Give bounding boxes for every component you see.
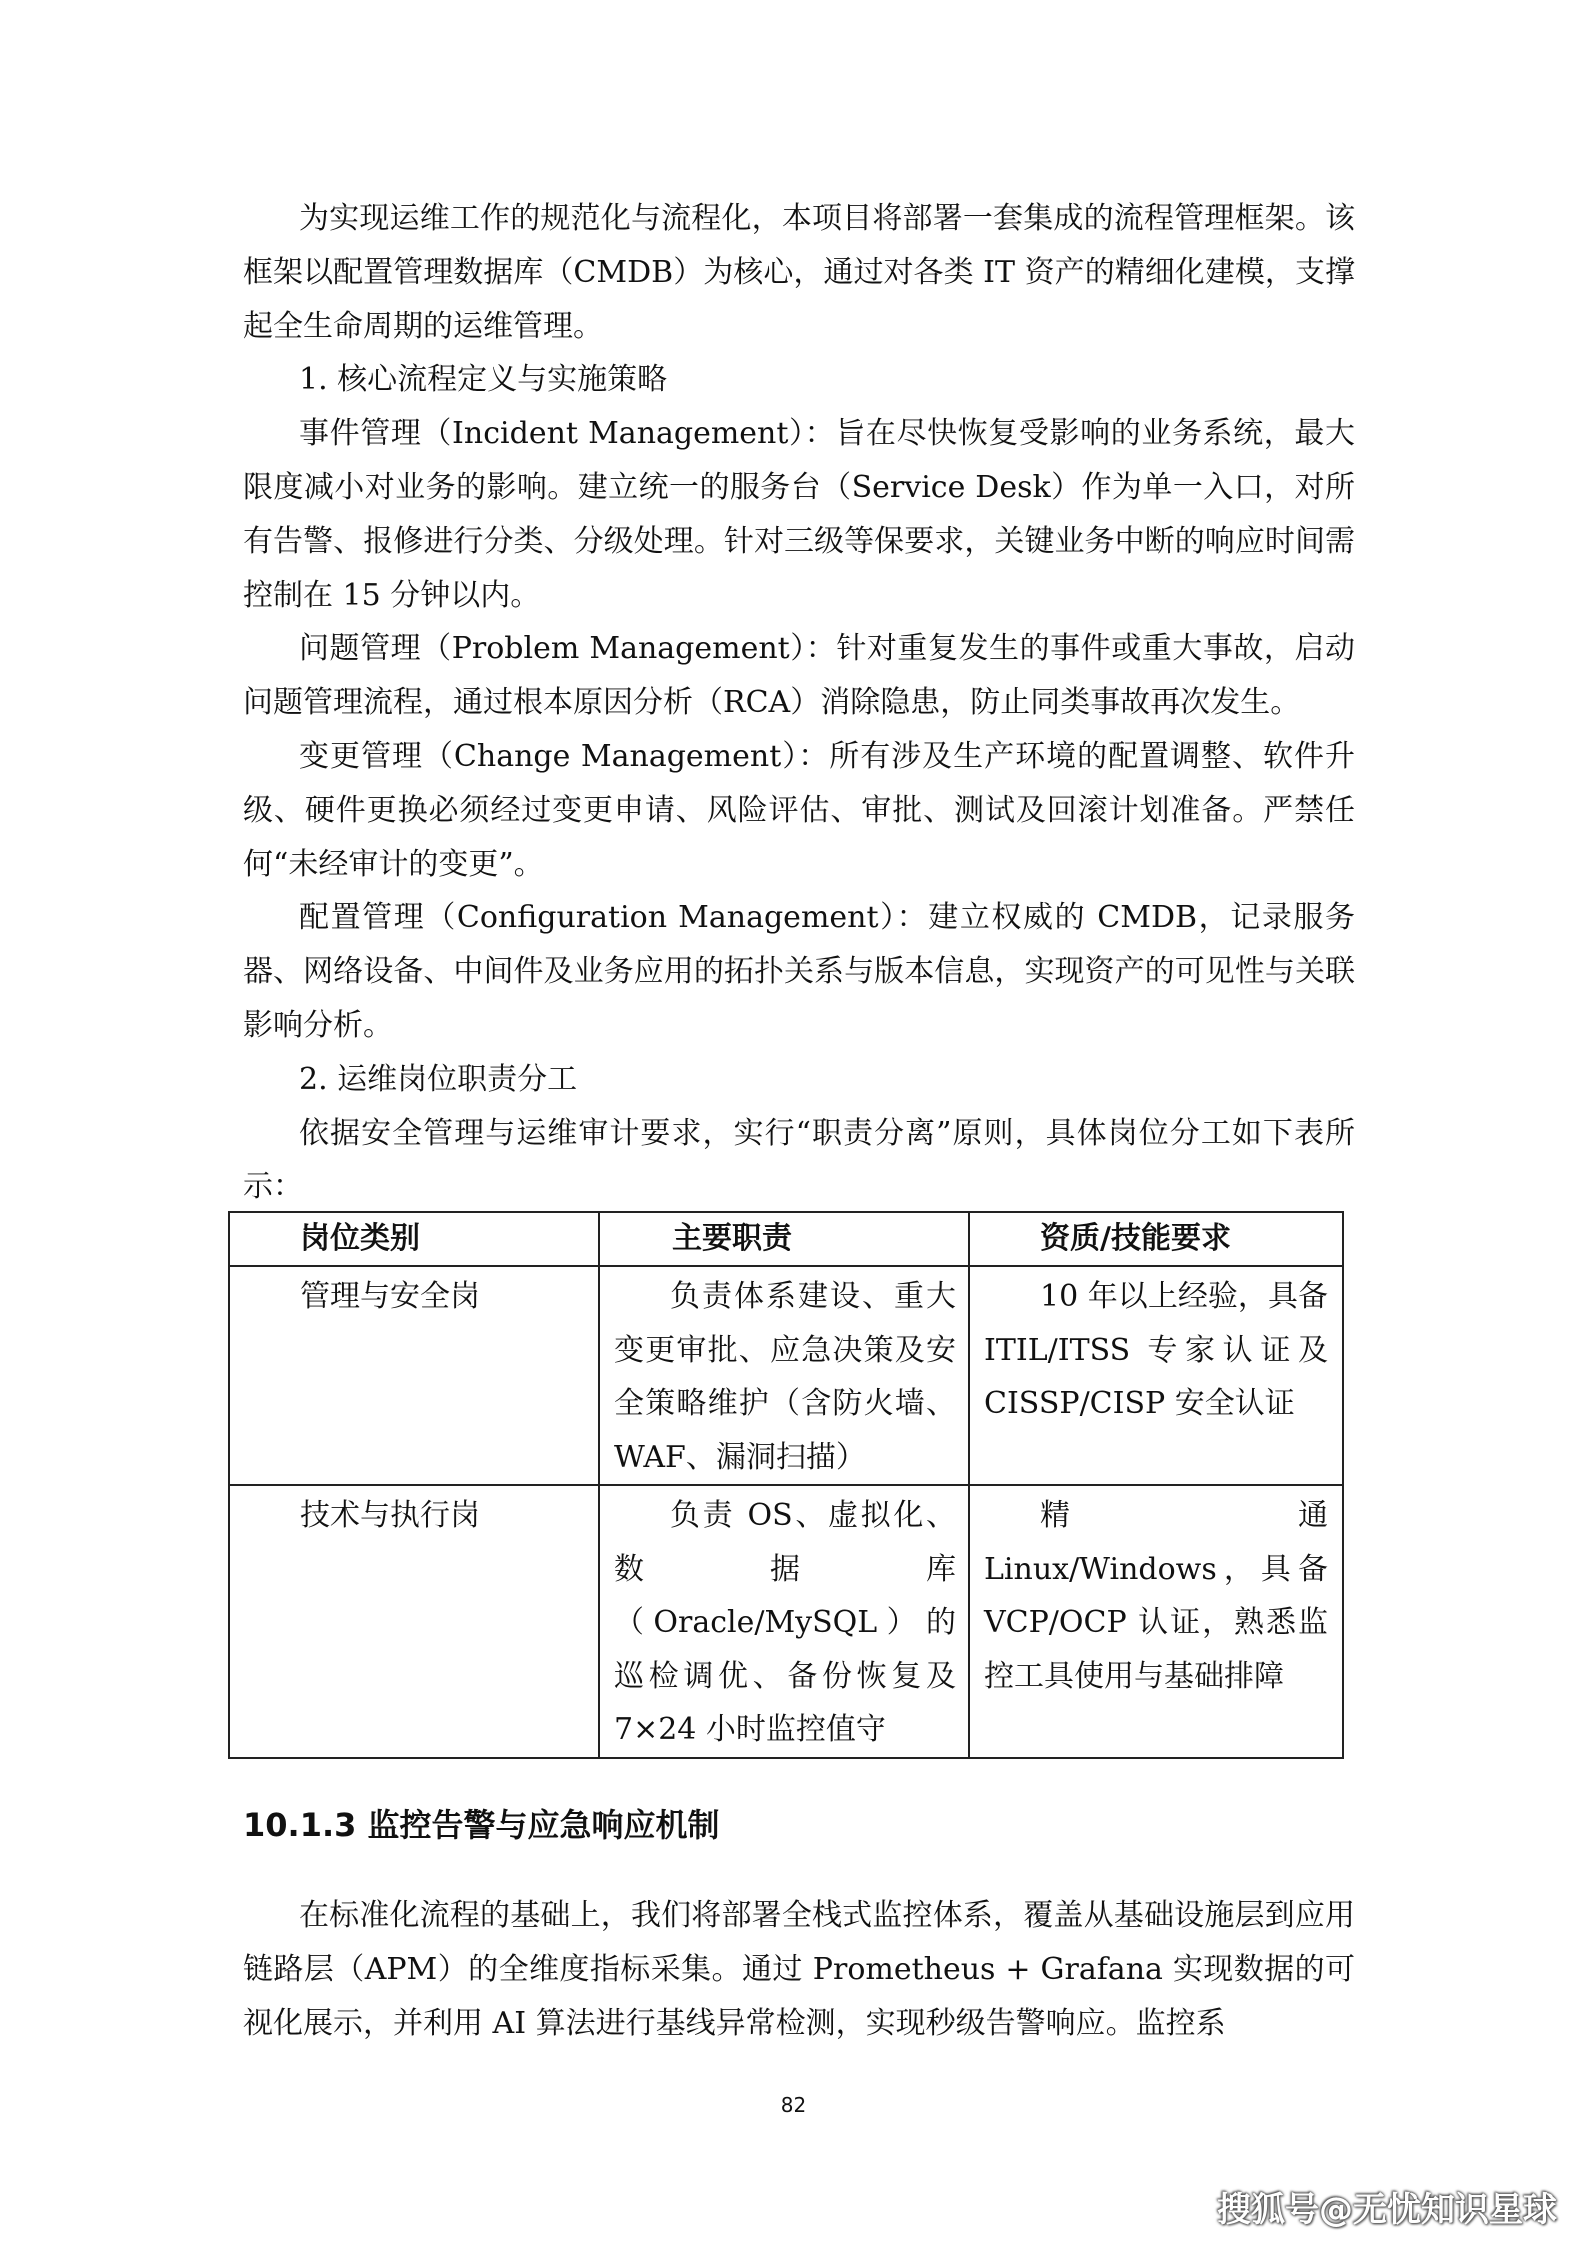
requirement-cell: 精通 Linux/Windows，具备 VCP/OCP 认证，熟悉监控工具使用与基础排障 [969,1485,1343,1758]
change-management-paragraph: 变更管理（Change Management）：所有涉及生产环境的配置调整、软件升级、硬件更换必须经过变更申请、风险评估、审批、测试及回滚计划准备。严禁任何“未经审计的变更”。 [243,738,1355,882]
configuration-management-paragraph: 配置管理（Configuration Management）：建立权威的 CMDB，记录服务器、网络设备、中间件及业务应用的拓扑关系与版本信息，实现资产的可见性与关联影响分析。 [243,900,1355,1043]
section-heading: 10.1.3 监控告警与应急响应机制 [243,1806,720,1844]
duty-cell: 负责 OS、虚拟化、数据库（Oracle/MySQL）的巡检调优、备份恢复及 7×24 小时监控值守 [599,1485,969,1758]
incident-management-paragraph: 事件管理（Incident Management）：旨在尽快恢复受影响的业务系统，最大限度减小对业务的影响。建立统一的服务台（Service Desk）作为单一入口，对所有告警、报修进行分类、分级处理。针对三级等保要求，关键业务中断的响应时间需控制在 15 分钟以内。 [243,416,1355,613]
problem-management-paragraph: 问题管理（Problem Management）：针对重复发生的事件或重大事故，启动问题管理流程，通过根本原因分析（RCA）消除隐患，防止同类事故再次发生。 [243,631,1355,721]
watermark: 搜狐号@无忧知识星球 [1217,2190,1557,2230]
section2-intro: 依据安全管理与运维审计要求，实行“职责分离”原则，具体岗位分工如下表所示： [243,1115,1355,1205]
table-row [229,1266,1343,1485]
intro-paragraph: 为实现运维工作的规范化与流程化，本项目将部署一套集成的流程管理框架。该框架以配置管理数据库（CMDB）为核心，通过对各类 IT 资产的精细化建模，支撑起全生命周期的运维管理。 [243,201,1355,344]
role-cell: 技术与执行岗 [229,1485,599,1758]
requirement-cell: 10 年以上经验，具备 ITIL/ITSS 专家认证及 CISSP/CISP 安全认证 [969,1266,1343,1485]
role-cell: 管理与安全岗 [229,1266,599,1485]
column-header-duty: 主要职责 [599,1212,969,1266]
duty-cell: 负责体系建设、重大变更审批、应急决策及安全策略维护（含防火墙、WAF、漏洞扫描） [599,1266,969,1485]
section1-title: 1. 核心流程定义与实施策略 [299,362,668,398]
document-body [243,192,1355,1214]
table-header-row [229,1212,1343,1266]
table-row [229,1485,1343,1758]
duty-table-container [228,1211,1342,1759]
column-header-role: 岗位类别 [229,1212,599,1266]
monitoring-section [243,1889,1355,2050]
section2-title: 2. 运维岗位职责分工 [299,1061,578,1097]
column-header-requirement: 资质/技能要求 [969,1212,1343,1266]
duty-table [228,1211,1344,1759]
page-number: 82 [780,2093,807,2117]
monitoring-paragraph: 在标准化流程的基础上，我们将部署全栈式监控体系，覆盖从基础设施层到应用链路层（APM）的全维度指标采集。通过 Prometheus + Grafana 实现数据的可视化展示，并利用 AI 算法进行基线异常检测，实现秒级告警响应。监控系 [243,1898,1355,2041]
